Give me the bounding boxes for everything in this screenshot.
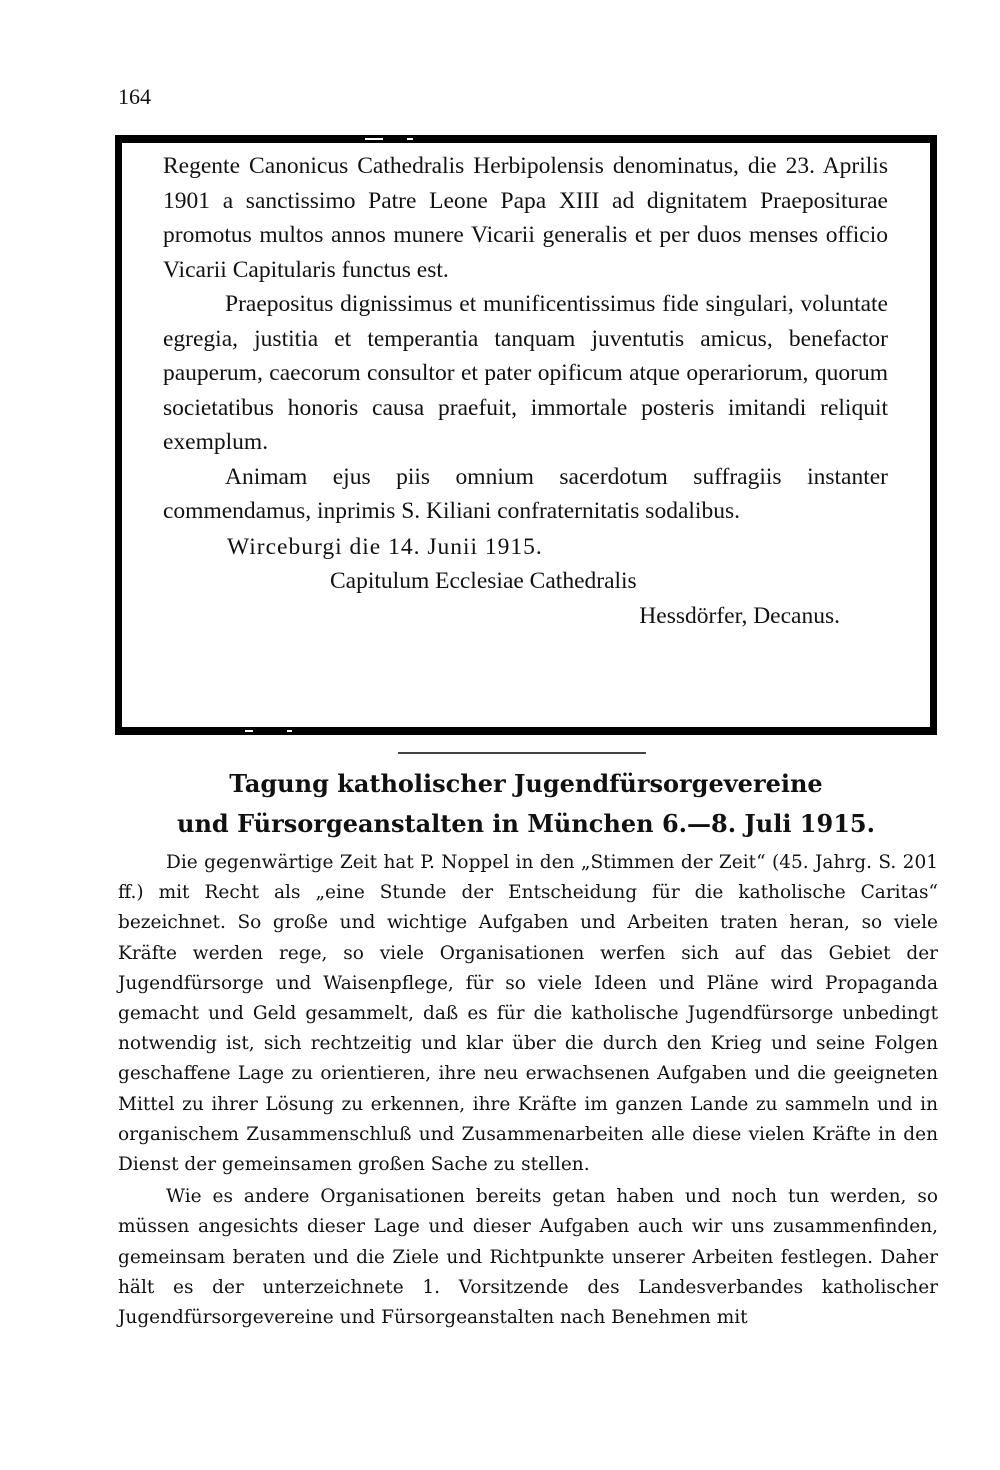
page-number: 164 [118,84,151,109]
notice-text [163,149,888,633]
article-body [118,848,938,1333]
article-paragraph-2: Wie es andere Organisationen bereits getan haben und noch tun werden, so müssen angesichts dieser Lage und dieser Aufgaben auch wir uns zusammenfinden, gemeinsam beraten und die Ziele und Richtpunkte unserer Arbeiten festlegen. Daher hält es der unterzeichnete 1. Vorsitzende des Landesverbandes katholischer Jugendfürsorgevereine und Fürsorgeanstalten nach Benehmen mit [118,1186,938,1329]
article-heading-line-1: Tagung katholischer Jugendfürsorgevereine [229,769,823,798]
article-paragraph-1: Die gegenwärtige Zeit hat P. Noppel in den „Stimmen der Zeit“ (45. Jahrg. S. 201 ff.) mit Recht als „eine Stunde der Entscheidung für die katholische Caritas“ bezeichnet. So große und wichtige Aufgaben und Arbeiten traten heran, so viele Kräfte werden rege, so viele Organisationen werfen sich auf das Gebiet der Jugendfürsorge und Waisenpflege, für so viele Ideen und Pläne wird Propaganda gemacht und Geld gesammelt, daß es für die katholische Jugendfürsorge unbedingt notwendig ist, sich rechtzeitig und klar über die durch den Krieg und seine Folgen geschaffene Lage zu orientieren, ihre neu erwachsenen Aufgaben und die geeigneten Mittel zu ihrer Lösung zu erkennen, ihre Kräfte im ganzen Lande zu sammeln und in organischem Zusammenschluß und Zusammenarbeiten alle diese vielen Kräfte in den Dienst der gemeinsamen großen Sache zu stellen. [118,852,938,1176]
notice-paragraph-2: Praepositus dignissimus et munificentissimus fide singulari, voluntate egregia, justitia et temperantia tanquam juventutis amicus, benefactor pauperum, caecorum consultor et pater opificum atque operariorum, quorum societatibus honoris causa praefuit, immortale posteris imitandi reliquit exemplum. [163,291,888,455]
notice-border-left [115,143,122,727]
notice-paragraph-1: Regente Canonicus Cathedralis Herbipolensis denominatus, die 23. Aprilis 1901 a sanctissimo Patre Leone Papa XIII ad dignitatem Praepositurae promotus multos annos munere Vicarii generalis et per duos menses officio Vicarii Capitularis functus est. [163,153,888,283]
notice-chapter: Capitulum Ecclesiae Cathedralis [330,568,637,594]
notice-border-bottom [115,727,937,735]
notice-paragraph-3: Animam ejus piis omnium sacerdotum suffragiis instanter commendamus, inprimis S. Kiliani confraternitatis sodalibus. [163,463,888,524]
obituary-notice-box [115,135,937,735]
notice-signer: Hessdörfer, Decanus. [639,602,840,629]
notice-place-date: Wirceburgi die 14. Junii 1915. [227,533,543,560]
article-heading [118,764,934,844]
notice-border-right [930,143,937,727]
article-heading-line-2: und Fürsorgeanstalten in München 6.—8. Juli 1915. [177,809,875,838]
notice-border-top [115,135,937,143]
section-divider [398,752,646,754]
